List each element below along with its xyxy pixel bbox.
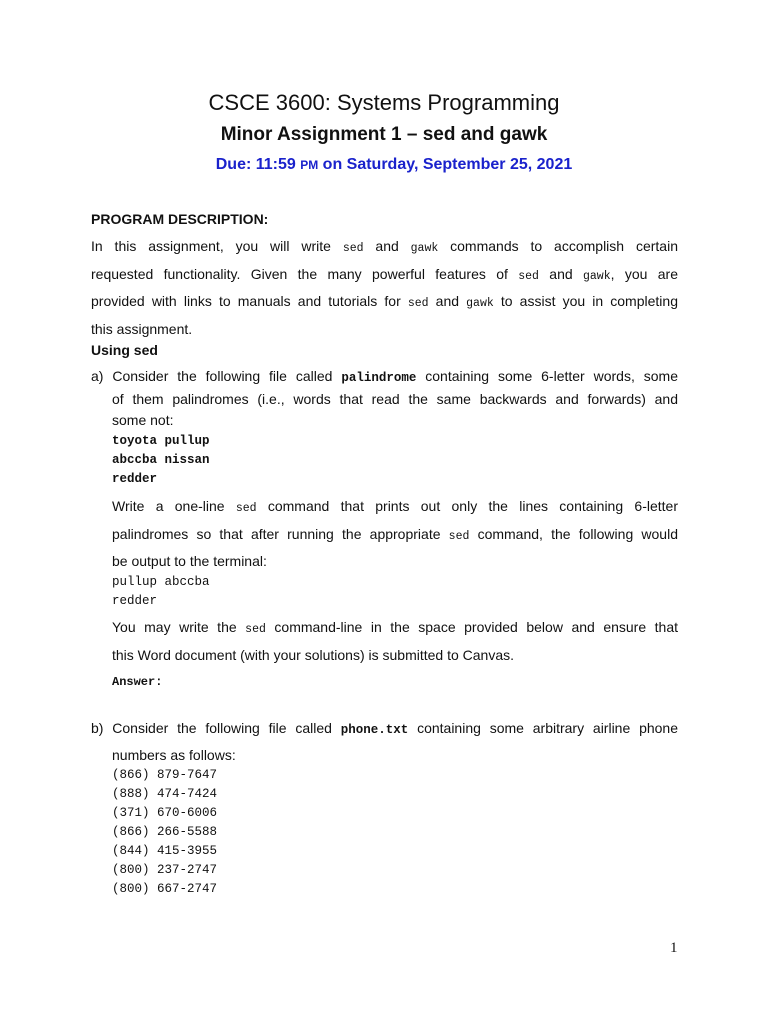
output-line: redder [112, 594, 158, 608]
part-a-line-1 [91, 366, 678, 389]
palindrome-filename: palindrome [341, 371, 417, 385]
part-a-submission-note [112, 615, 678, 668]
instr-text: command, the following would [469, 525, 678, 542]
part-b-line-1 [91, 716, 678, 743]
phone-filename: phone.txt [340, 723, 409, 737]
gawk-code: gawk [410, 242, 439, 255]
palindrome-file-contents [112, 432, 210, 489]
program-description-heading: PROGRAM DESCRIPTION: [91, 211, 269, 227]
note-text: You may write the [112, 619, 246, 635]
part-a-line-2: of them palindromes (i.e., words that read the same backwards and forwards) and [112, 391, 678, 407]
using-sed-heading: Using sed [91, 342, 158, 358]
phone-line: (371) 670-6006 [112, 806, 218, 820]
desc-line-2 [91, 262, 678, 290]
phone-line: (866) 879-7647 [112, 768, 218, 782]
part-a-text: a) Consider the following file called [91, 368, 342, 384]
due-pm: PM [300, 158, 319, 172]
sed-code: sed [407, 297, 429, 310]
part-a-line-3: some not: [112, 412, 174, 428]
part-b-text: containing some arbitrary airline phone [408, 720, 678, 736]
desc-text: , you are [610, 265, 678, 282]
answer-label: Answer: [112, 675, 163, 689]
phone-file-contents [112, 766, 217, 899]
sed-code: sed [448, 529, 470, 543]
program-description-paragraph [91, 234, 678, 342]
part-a-intro [91, 366, 678, 431]
output-line: pullup abccba [112, 575, 210, 589]
desc-text: and [538, 265, 583, 282]
note-text: command-line in the space provided below and ensure that [265, 619, 678, 635]
desc-text: commands to accomplish certain [438, 238, 678, 254]
sed-code: sed [245, 623, 266, 636]
expected-output [112, 573, 210, 611]
part-b-text: b) Consider the following file called [91, 720, 341, 736]
document-subtitle: Minor Assignment 1 – sed and gawk [220, 124, 548, 145]
part-b-line-2: numbers as follows: [112, 747, 236, 763]
note-line-2: this Word document (with your solutions) is submitted to Canvas. [112, 646, 515, 663]
instr-text: command that prints out only the lines containing 6-letter [256, 498, 678, 514]
gawk-code: gawk [466, 297, 494, 310]
phone-line: (888) 474-7424 [112, 787, 218, 801]
due-suffix: on Saturday, September 25, 2021 [318, 156, 573, 173]
part-a-instructions [112, 494, 678, 575]
phone-line: (866) 266-5588 [112, 825, 218, 839]
sed-code: sed [518, 269, 539, 283]
instr-text: palindromes so that after running the appropriate [112, 525, 449, 542]
instr-line-2 [112, 522, 678, 550]
desc-line-4: this assignment. [91, 320, 193, 337]
desc-line-3 [91, 289, 678, 317]
sed-code: sed [235, 502, 257, 515]
document-title: CSCE 3600: Systems Programming [208, 90, 560, 115]
desc-text: provided with links to manuals and tutorials for [91, 293, 408, 309]
sed-code: sed [342, 242, 364, 255]
part-b-intro [91, 716, 678, 768]
gawk-code: gawk [583, 269, 611, 283]
desc-text: requested functionality. Given the many powerful features of [91, 265, 519, 282]
page-number: 1 [670, 940, 678, 956]
phone-line: (844) 415-3955 [112, 844, 218, 858]
desc-text: and [428, 293, 467, 309]
desc-text: to assist you in completing [493, 293, 678, 309]
instr-line-3: be output to the terminal: [112, 553, 267, 569]
file-line: redder [112, 472, 158, 486]
phone-line: (800) 667-2747 [112, 882, 218, 896]
desc-text: In this assignment, you will write [91, 238, 343, 254]
instr-line-1 [112, 494, 678, 522]
desc-text: and [363, 238, 411, 254]
due-prefix: Due: 11:59 [215, 156, 301, 173]
phone-line: (800) 237-2747 [112, 863, 218, 877]
desc-line-1 [91, 234, 678, 262]
file-line: abccba nissan [112, 453, 210, 467]
file-line: toyota pullup [112, 434, 210, 448]
part-a-text: containing some 6-letter words, some [416, 368, 678, 384]
note-line-1 [112, 615, 678, 643]
due-date [0, 156, 768, 174]
instr-text: Write a one-line [112, 498, 236, 514]
